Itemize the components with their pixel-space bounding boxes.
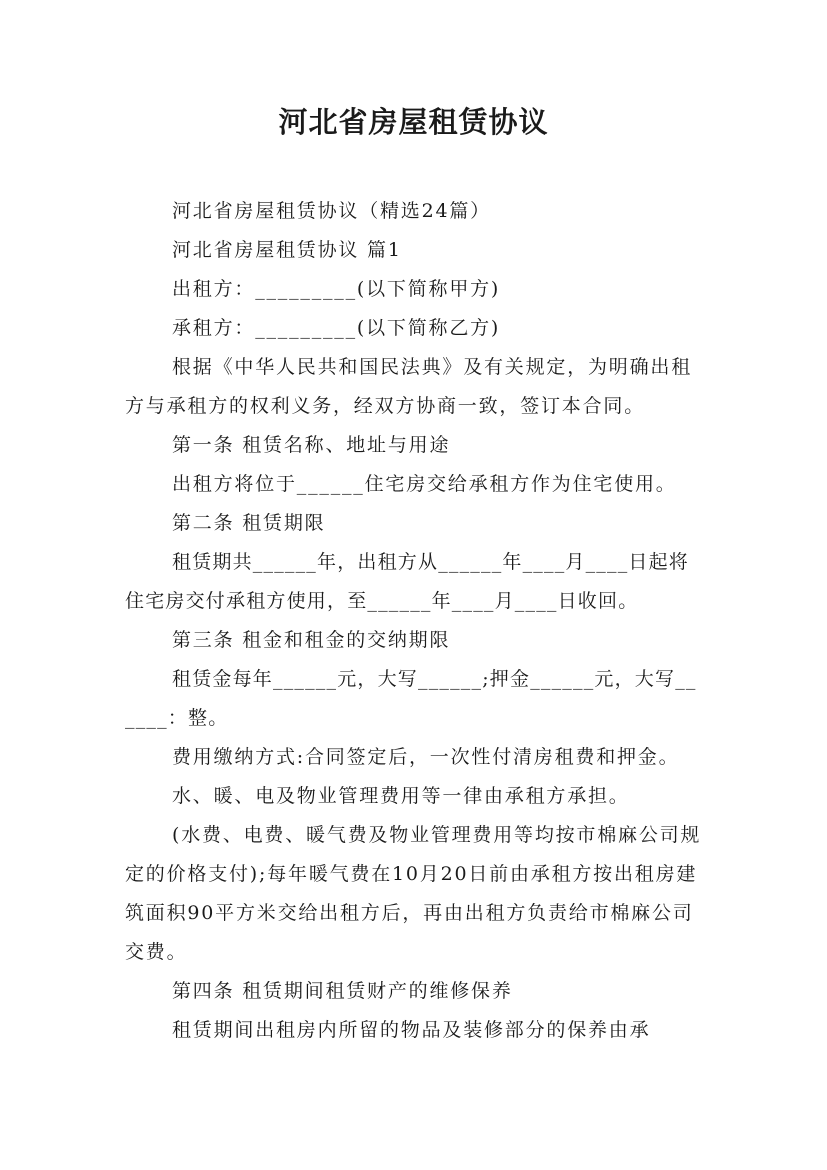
- article-4-heading: 第四条 租赁期间租赁财产的维修保养: [172, 980, 513, 1002]
- paragraph-preamble: 根据《中华人民共和国民法典》及有关规定，为明确出租方与承租方的权利义务，经双方协商一致，签订本合同。: [125, 356, 693, 417]
- article-4-body: 租赁期间出租房内所留的物品及装修部分的保养由承: [172, 1019, 651, 1041]
- article-3-heading: 第三条 租金和租金的交纳期限: [172, 629, 451, 651]
- paragraph-lessor: 出租方：_________(以下简称甲方): [172, 278, 501, 300]
- article-2-body: 租赁期共______年，出租方从______年____月____日起将住宅房交付承租方使用，至______年____月____日收回。: [125, 551, 690, 612]
- paragraph-lessee: 承租方：_________(以下简称乙方): [172, 317, 501, 339]
- article-3-payment-method: 费用缴纳方式:合同签定后，一次性付清房租费和押金。: [172, 746, 680, 768]
- article-3-utilities-detail: (水费、电费、暖气费及物业管理费用等均按市棉麻公司规定的价格支付);每年暖气费在10月20日前由承租方按出租房建筑面积90平方米交给出租方后，再由出租方负责给市棉麻公司交费。: [125, 824, 702, 963]
- article-3-utilities: 水、暖、电及物业管理费用等一律由承租方承担。: [172, 785, 630, 807]
- article-1-body: 出租方将位于______住宅房交给承租方作为住宅使用。: [172, 473, 677, 495]
- article-1-heading: 第一条 租赁名称、地址与用途: [172, 434, 451, 456]
- document-title: 河北省房屋租赁协议: [278, 105, 549, 139]
- article-3-rent: 租赁金每年______元，大写______;押金______元，大写______：整。: [125, 668, 697, 729]
- paragraph-section-heading: 河北省房屋租赁协议 篇1: [172, 239, 402, 261]
- paragraph-subtitle: 河北省房屋租赁协议（精选24篇）: [172, 200, 491, 222]
- article-2-heading: 第二条 租赁期限: [172, 512, 326, 534]
- document-body: [125, 192, 705, 1050]
